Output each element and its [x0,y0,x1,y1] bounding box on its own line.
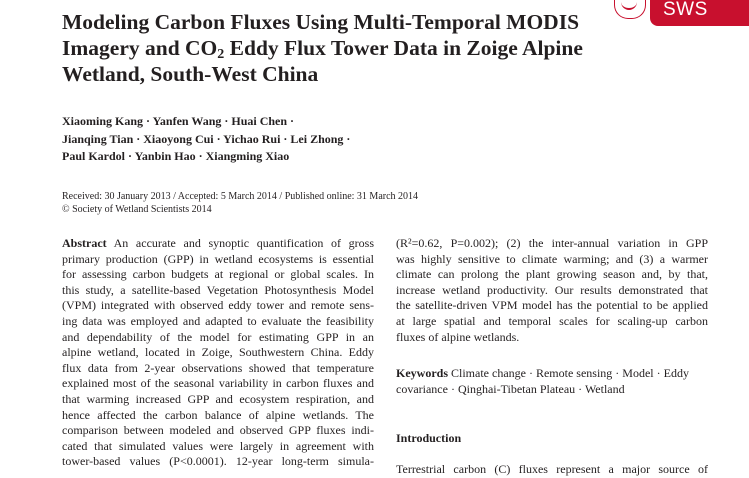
abstract-line: for assessing carbon budgets at regional or global scales. In [62,267,374,282]
keywords-block [396,366,708,397]
abstract-line: fluxes of alpine wetlands. [396,329,520,344]
abstract-line: comparison between modeled and observed GPP fluxes indi- [62,423,374,438]
introduction-body [396,462,708,478]
title-line-2-pre: Imagery and CO [62,36,218,60]
journal-badge-text: SWS [663,0,708,20]
publication-history [62,190,418,216]
keywords-line-2: covariance · Qinghai-Tibetan Plateau · Wetland [396,381,625,396]
copyright-notice: © Society of Wetland Scientists 2014 [62,204,212,215]
abstract-line: and dependability of the model for estimating GPP in an [62,329,374,344]
author-list [62,113,350,166]
abstract-line: that warming increased GPP and ecosystem respiration, and [62,391,374,406]
abstract-line: primary production (GPP) in wetland ecosystems is essential [62,251,374,266]
abstract-line: ing data was employed and adapted to evaluate the feasibility [62,313,374,328]
abstract-line: (VPM) integrated with observed eddy tower and remote sens- [62,298,374,313]
title-line-2-post: Eddy Flux Tower Data in Zoige Alpine [224,36,583,60]
abstract-line: Abstract An accurate and synoptic quantification of gross [62,236,374,250]
abstract-line: (R²=0.62, P=0.002); (2) the inter-annual variation in GPP [396,236,708,250]
abstract-line: explained most of the seasonal variability in carbon fluxes and [62,376,374,391]
abstract-heading: Abstract [62,236,107,250]
abstract-line: flux data from 2-year observations showed that temperature [62,360,374,375]
title-line-3: Wetland, South-West China [62,62,319,86]
abstract-line: this study, a satellite-based Vegetation Photosynthesis Model [62,282,374,297]
abstract-line: alpine wetland, located in Zoige, Southwestern China. Eddy [62,345,374,360]
keywords-heading: Keywords [396,366,448,380]
abstract-left-column [62,236,374,470]
title-line-2 [62,35,622,61]
abstract-line: at large spatial and temporal scales for scaling-up carbon [396,313,708,328]
author-line-1[interactable]: Xiaoming Kang · Yanfen Wang · Huai Chen · [62,114,295,128]
article-title [62,9,622,87]
title-subscript: 2 [217,47,225,62]
publication-dates: Received: 30 January 2013 / Accepted: 5 March 2014 / Published online: 31 March 2014 [62,191,419,202]
abstract-right-column [396,236,708,345]
abstract-line: tower-based values (P<0.0001). 12-year long-term simula- [62,454,374,469]
abstract-line: hence affected the carbon balance of alpine wetlands. The [62,407,374,422]
abstract-line: increase wetland productivity. Our results demonstrated that [396,282,708,297]
abstract-line: cated that simulated values were largely in agreement with [62,438,374,453]
abstract-line: climate can prolong the plant growing season and, by that, [396,267,708,282]
author-line-3[interactable]: Paul Kardol · Yanbin Hao · Xiangming Xiao [62,149,290,163]
introduction-heading: Introduction [396,431,462,445]
abstract-line: was highly sensitive to climate warming; and (3) a warmer [396,251,708,266]
introduction-line: Terrestrial carbon (C) fluxes represent a major source of [396,462,708,476]
author-line-2[interactable]: Jianqing Tian · Xiaoyong Cui · Yichao Rui · Lei Zhong · [62,131,351,146]
keywords-line-1: Keywords Climate change · Remote sensing · Model · Eddy [396,366,689,380]
abstract-line: the satellite-driven VPM model has the potential to be applied [396,298,708,313]
title-line-1: Modeling Carbon Fluxes Using Multi-Temporal MODIS [62,10,580,34]
